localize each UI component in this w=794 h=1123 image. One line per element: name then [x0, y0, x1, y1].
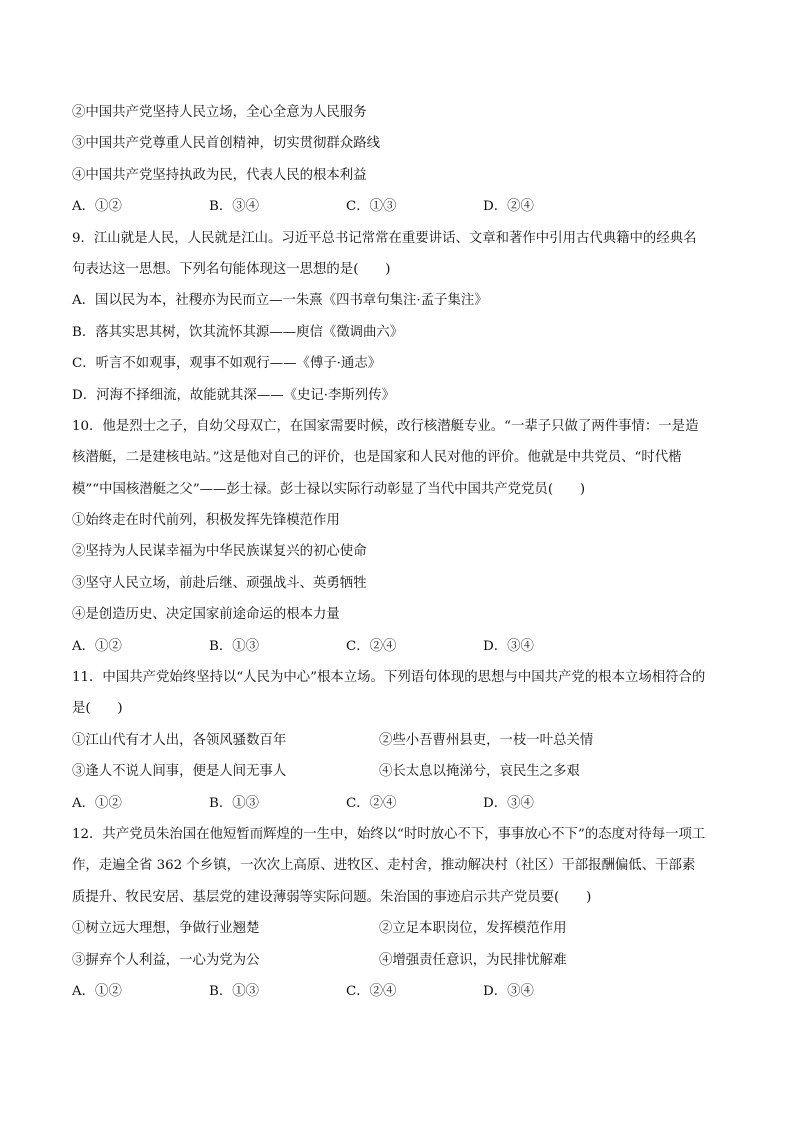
q8-statement-2: ②中国共产党坚持人民立场，全心全意为人民服务 [72, 105, 367, 120]
q12-statement-3: ③摒弃个人利益，一心为党为公 [72, 952, 260, 968]
q9-choice-c: C．听言不如观事，观事不如观行——《傅子·通志》 [72, 356, 382, 372]
q9-choice-d: D．河海不择细流，故能就其深——《史记·李斯列传》 [72, 387, 395, 403]
q10-statement-4: ④是创造历史、决定国家前途命运的根本力量 [72, 607, 340, 623]
q10-statement-1: ①始终走在时代前列，积极发挥先锋模范作用 [72, 513, 340, 529]
q11-statement-2: ②些小吾曹州县吏，一枝一叶总关情 [379, 732, 594, 748]
q8-option-b: B．③④ [209, 199, 260, 215]
q11-option-a: A．①② [72, 795, 122, 811]
q10-option-c: C．②④ [346, 638, 397, 654]
q10-statement-3: ③坚守人民立场，前赴后继、顽强战斗、英勇牺牲 [72, 575, 367, 591]
q11-statement-1: ①江山代有才人出，各领风骚数百年 [72, 732, 287, 748]
q8-option-d: D．②④ [483, 199, 534, 215]
q11-option-c: C．②④ [346, 795, 397, 811]
q12-option-a: A．①② [72, 983, 122, 999]
q11-options [72, 788, 728, 819]
q8-options [72, 191, 728, 222]
q12-stem-line-3: 质提升、牧民安居、基层党的建设薄弱等实际问题。朱治国的事迹启示共产党员要( ) [72, 889, 592, 905]
q10-options [72, 631, 728, 662]
q9-stem-line-1: 9．江山就是人民，人民就是江山。习近平总书记常常在重要讲话、文章和著作中引用古代典籍中的经典名 [72, 230, 697, 246]
q12-option-c: C．②④ [346, 983, 397, 999]
q11-statement-row-2 [72, 756, 728, 787]
q10-option-a: A．①② [72, 638, 122, 654]
exam-page [72, 97, 728, 1007]
q8-statement-4: ④中国共产党坚持执政为民，代表人民的根本利益 [72, 167, 367, 183]
q12-statement-row-1 [72, 913, 728, 944]
q10-option-b: B．①③ [209, 638, 260, 654]
q12-option-d: D．③④ [483, 983, 534, 999]
q8-option-a: A．①② [72, 199, 122, 215]
q10-stem-line-2: 核潜艇，二是建核电站。”这是他对自己的评价，也是国家和人民对他的评价。他就是中共党员、“时代楷 [72, 450, 682, 466]
q12-statement-2: ②立足本职岗位，发挥模范作用 [379, 921, 567, 937]
q10-stem-line-3: 模”“中国核潜艇之父”——彭士禄。彭士禄以实际行动彰显了当代中国共产党党员( ) [72, 481, 586, 497]
q9-stem-line-2: 句表达这一思想。下列名句能体现这一思想的是( ) [72, 261, 391, 277]
q11-statement-3: ③逢人不说人间事，便是人间无事人 [72, 764, 287, 780]
q12-stem-line-2: 作，走遍全省 362 个乡镇，一次次上高原、进牧区、走村舍，推动解决村（社区）干部报酬偏低、干部素 [72, 858, 696, 874]
q8-option-c: C．①③ [346, 199, 397, 215]
q11-stem-line-2: 是( ) [72, 701, 123, 717]
q9-choice-b: B．落其实思其树，饮其流怀其源——庾信《徵调曲六》 [72, 324, 404, 340]
q12-statement-4: ④增强责任意识，为民排忧解难 [379, 952, 567, 968]
q9-choice-a: A．国以民为本，社稷亦为民而立—一朱熹《四书章句集注·孟子集注》 [72, 293, 488, 309]
q11-option-d: D．③④ [483, 795, 534, 811]
q11-stem-line-1: 11．中国共产党始终坚持以“人民为中心”根本立场。下列语句体现的思想与中国共产党的根本立场相符合的 [72, 670, 706, 686]
q12-options [72, 976, 728, 1007]
q12-statement-1: ①树立远大理想，争做行业翘楚 [72, 921, 260, 937]
q11-statement-row-1 [72, 725, 728, 756]
q11-option-b: B．①③ [209, 795, 260, 811]
q12-option-b: B．①③ [209, 983, 260, 999]
q12-statement-row-2 [72, 945, 728, 976]
q8-statement-3: ③中国共产党尊重人民首创精神，切实贯彻群众路线 [72, 136, 380, 152]
q10-stem-line-1: 10．他是烈士之子，自幼父母双亡，在国家需要时候，改行核潜艇专业。“一辈子只做了两件事情：一是造 [72, 418, 699, 434]
q10-option-d: D．③④ [483, 638, 534, 654]
q12-stem-line-1: 12．共产党员朱治国在他短暂而辉煌的一生中，始终以“时时放心不下，事事放心不下”的态度对待每一项工 [72, 826, 706, 842]
q11-statement-4: ④长太息以掩涕兮，哀民生之多艰 [379, 764, 580, 780]
q10-statement-2: ②坚持为人民谋幸福为中华民族谋复兴的初心使命 [72, 544, 367, 560]
